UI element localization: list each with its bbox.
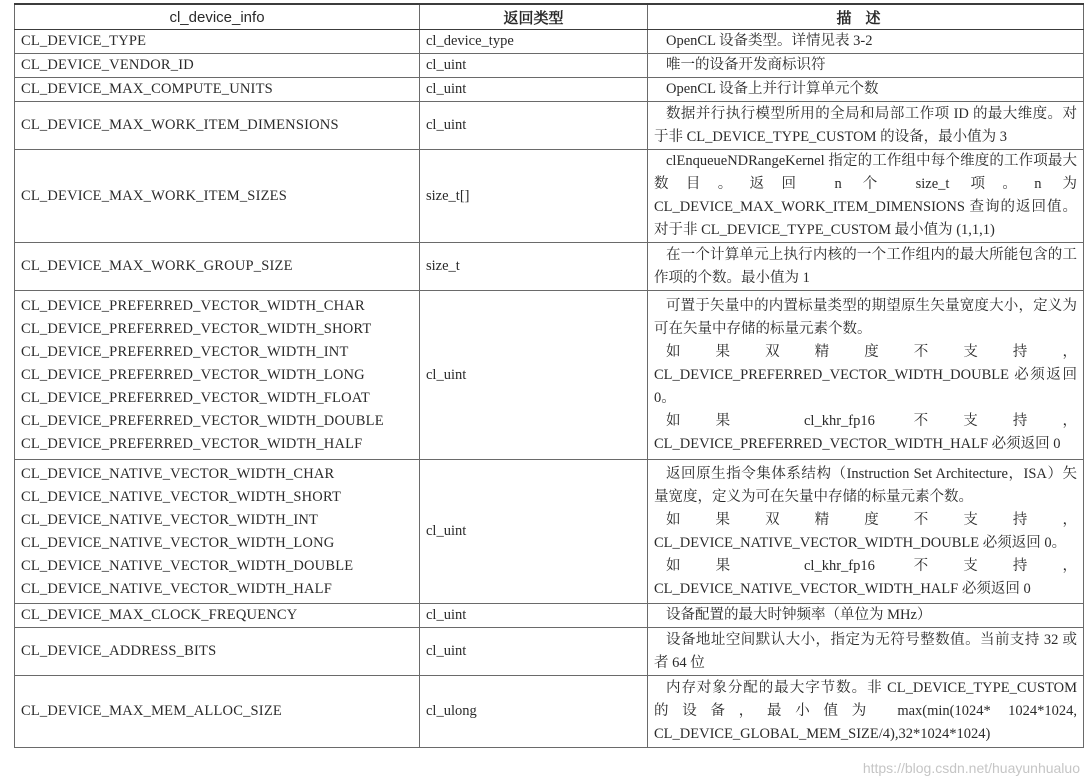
header-return-type: 返回类型 (420, 4, 648, 30)
description-cell (648, 30, 1084, 54)
return-type-cell: size_t[] (420, 150, 648, 243)
return-type-cell: cl_uint (420, 102, 648, 150)
description-paragraph: 在一个计算单元上执行内核的一个工作组内的最大所能包含的工作项的个数。最小值为 1 (654, 246, 1077, 286)
table-row (15, 150, 1084, 243)
table-row (15, 460, 1084, 604)
device-info-name: CL_DEVICE_PREFERRED_VECTOR_WIDTH_DOUBLE (21, 412, 384, 429)
description-paragraph: OpenCL 设备类型。详情见表 3-2 (666, 33, 873, 49)
table-row (15, 78, 1084, 102)
device-info-table (14, 3, 1084, 748)
device-info-name: CL_DEVICE_NATIVE_VECTOR_WIDTH_SHORT (21, 488, 342, 505)
return-type-cell: cl_uint (420, 628, 648, 676)
device-info-name: CL_DEVICE_NATIVE_VECTOR_WIDTH_INT (21, 511, 319, 528)
device-info-name-cell (15, 102, 420, 150)
description-cell (648, 78, 1084, 102)
description-cell (648, 460, 1084, 604)
return-type-cell: cl_uint (420, 604, 648, 628)
description-cell (648, 291, 1084, 460)
table-row (15, 291, 1084, 460)
description-paragraph: 内存对象分配的最大字节数。非 CL_DEVICE_TYPE_CUSTOM 的设备，最小值为 max(min(1024* 1024*1024, CL_DEVICE_GLOBAL_MEM_SIZE/4),32*1024*1024) (654, 680, 1077, 742)
device-info-name: CL_DEVICE_NATIVE_VECTOR_WIDTH_DOUBLE (21, 557, 354, 574)
device-info-name: CL_DEVICE_PREFERRED_VECTOR_WIDTH_FLOAT (21, 389, 370, 406)
return-type-cell: cl_uint (420, 460, 648, 604)
return-type-cell: cl_ulong (420, 676, 648, 748)
table-row (15, 676, 1084, 748)
description-paragraph: 可置于矢量中的内置标量类型的期望原生矢量宽度大小，定义为可在矢量中存储的标量元素个数。 (654, 297, 1077, 337)
description-paragraph: 如果 cl_khr_fp16 不支持，CL_DEVICE_NATIVE_VECTOR_WIDTH_HALF 必须返回 0 (654, 557, 1077, 597)
device-info-name: CL_DEVICE_MAX_WORK_ITEM_DIMENSIONS (21, 117, 339, 133)
device-info-name-cell (15, 243, 420, 291)
description-cell (648, 243, 1084, 291)
description-paragraph: 返回原生指令集体系结构（Instruction Set Architecture，ISA）矢量宽度，定义为可在矢量中存储的标量元素个数。 (654, 465, 1077, 505)
description-cell (648, 628, 1084, 676)
return-type-cell: cl_uint (420, 78, 648, 102)
device-info-name-cell (15, 604, 420, 628)
table-row (15, 102, 1084, 150)
device-info-name: CL_DEVICE_PREFERRED_VECTOR_WIDTH_LONG (21, 366, 365, 383)
description-paragraph: 如果双精度不支持，CL_DEVICE_NATIVE_VECTOR_WIDTH_DOUBLE 必须返回 0。 (654, 511, 1077, 551)
table-row (15, 604, 1084, 628)
description-cell (648, 676, 1084, 748)
table-header-row (15, 4, 1084, 30)
return-type-cell: cl_uint (420, 54, 648, 78)
device-info-name: CL_DEVICE_MAX_MEM_ALLOC_SIZE (21, 703, 282, 719)
device-info-name-cell (15, 676, 420, 748)
device-info-name: CL_DEVICE_ADDRESS_BITS (21, 643, 217, 659)
device-info-name: CL_DEVICE_PREFERRED_VECTOR_WIDTH_HALF (21, 435, 363, 452)
device-info-name-cell (15, 150, 420, 243)
device-info-name: CL_DEVICE_MAX_COMPUTE_UNITS (21, 81, 273, 97)
description-cell (648, 54, 1084, 78)
description-paragraph: 设备配置的最大时钟频率（单位为 MHz） (666, 607, 932, 623)
device-info-name-cell (15, 628, 420, 676)
watermark: https://blog.csdn.net/huayunhualuo (862, 760, 1080, 776)
description-paragraph: 如果双精度不支持，CL_DEVICE_PREFERRED_VECTOR_WIDTH_DOUBLE 必须返回 0。 (654, 343, 1077, 406)
device-info-name-cell (15, 460, 420, 604)
device-info-name: CL_DEVICE_NATIVE_VECTOR_WIDTH_HALF (21, 580, 333, 597)
device-info-name: CL_DEVICE_MAX_WORK_GROUP_SIZE (21, 258, 293, 274)
table-row (15, 628, 1084, 676)
device-info-name: CL_DEVICE_TYPE (21, 33, 147, 49)
description-paragraph: 唯一的设备开发商标识符 (666, 57, 826, 73)
description-cell (648, 102, 1084, 150)
description-cell (648, 604, 1084, 628)
return-type-cell: size_t (420, 243, 648, 291)
device-info-name: CL_DEVICE_PREFERRED_VECTOR_WIDTH_SHORT (21, 320, 372, 337)
description-paragraph: 如果 cl_khr_fp16 不支持，CL_DEVICE_PREFERRED_VECTOR_WIDTH_HALF 必须返回 0 (654, 412, 1077, 452)
description-paragraph: clEnqueueNDRangeKernel 指定的工作组中每个维度的工作项最大数目。返回 n 个 size_t 项。n 为 CL_DEVICE_MAX_WORK_ITEM_DIMENSIONS 查询的返回值。对于非 CL_DEVICE_TYPE_CUSTOM 最小值为 (1,1,1) (654, 153, 1077, 238)
device-info-name: CL_DEVICE_MAX_CLOCK_FREQUENCY (21, 607, 298, 623)
header-cl-device-info: cl_device_info (15, 4, 420, 30)
description-cell (648, 150, 1084, 243)
device-info-name-cell (15, 30, 420, 54)
device-info-name: CL_DEVICE_PREFERRED_VECTOR_WIDTH_INT (21, 343, 349, 360)
description-paragraph: 设备地址空间默认大小，指定为无符号整数值。当前支持 32 或者 64 位 (654, 631, 1077, 671)
device-info-name-cell (15, 78, 420, 102)
device-info-name: CL_DEVICE_NATIVE_VECTOR_WIDTH_LONG (21, 534, 335, 551)
table-row (15, 30, 1084, 54)
return-type-cell: cl_device_type (420, 30, 648, 54)
table-row (15, 243, 1084, 291)
header-description: 描述 (648, 4, 1084, 30)
return-type-cell: cl_uint (420, 291, 648, 460)
device-info-name: CL_DEVICE_VENDOR_ID (21, 57, 194, 73)
device-info-name-cell (15, 54, 420, 78)
device-info-name: CL_DEVICE_PREFERRED_VECTOR_WIDTH_CHAR (21, 297, 365, 314)
device-info-name-cell (15, 291, 420, 460)
table-row (15, 54, 1084, 78)
description-paragraph: OpenCL 设备上并行计算单元个数 (666, 81, 879, 97)
device-info-name: CL_DEVICE_MAX_WORK_ITEM_SIZES (21, 187, 287, 204)
description-paragraph: 数据并行执行模型所用的全局和局部工作项 ID 的最大维度。对于非 CL_DEVICE_TYPE_CUSTOM 的设备，最小值为 3 (654, 105, 1077, 145)
device-info-name: CL_DEVICE_NATIVE_VECTOR_WIDTH_CHAR (21, 465, 335, 482)
